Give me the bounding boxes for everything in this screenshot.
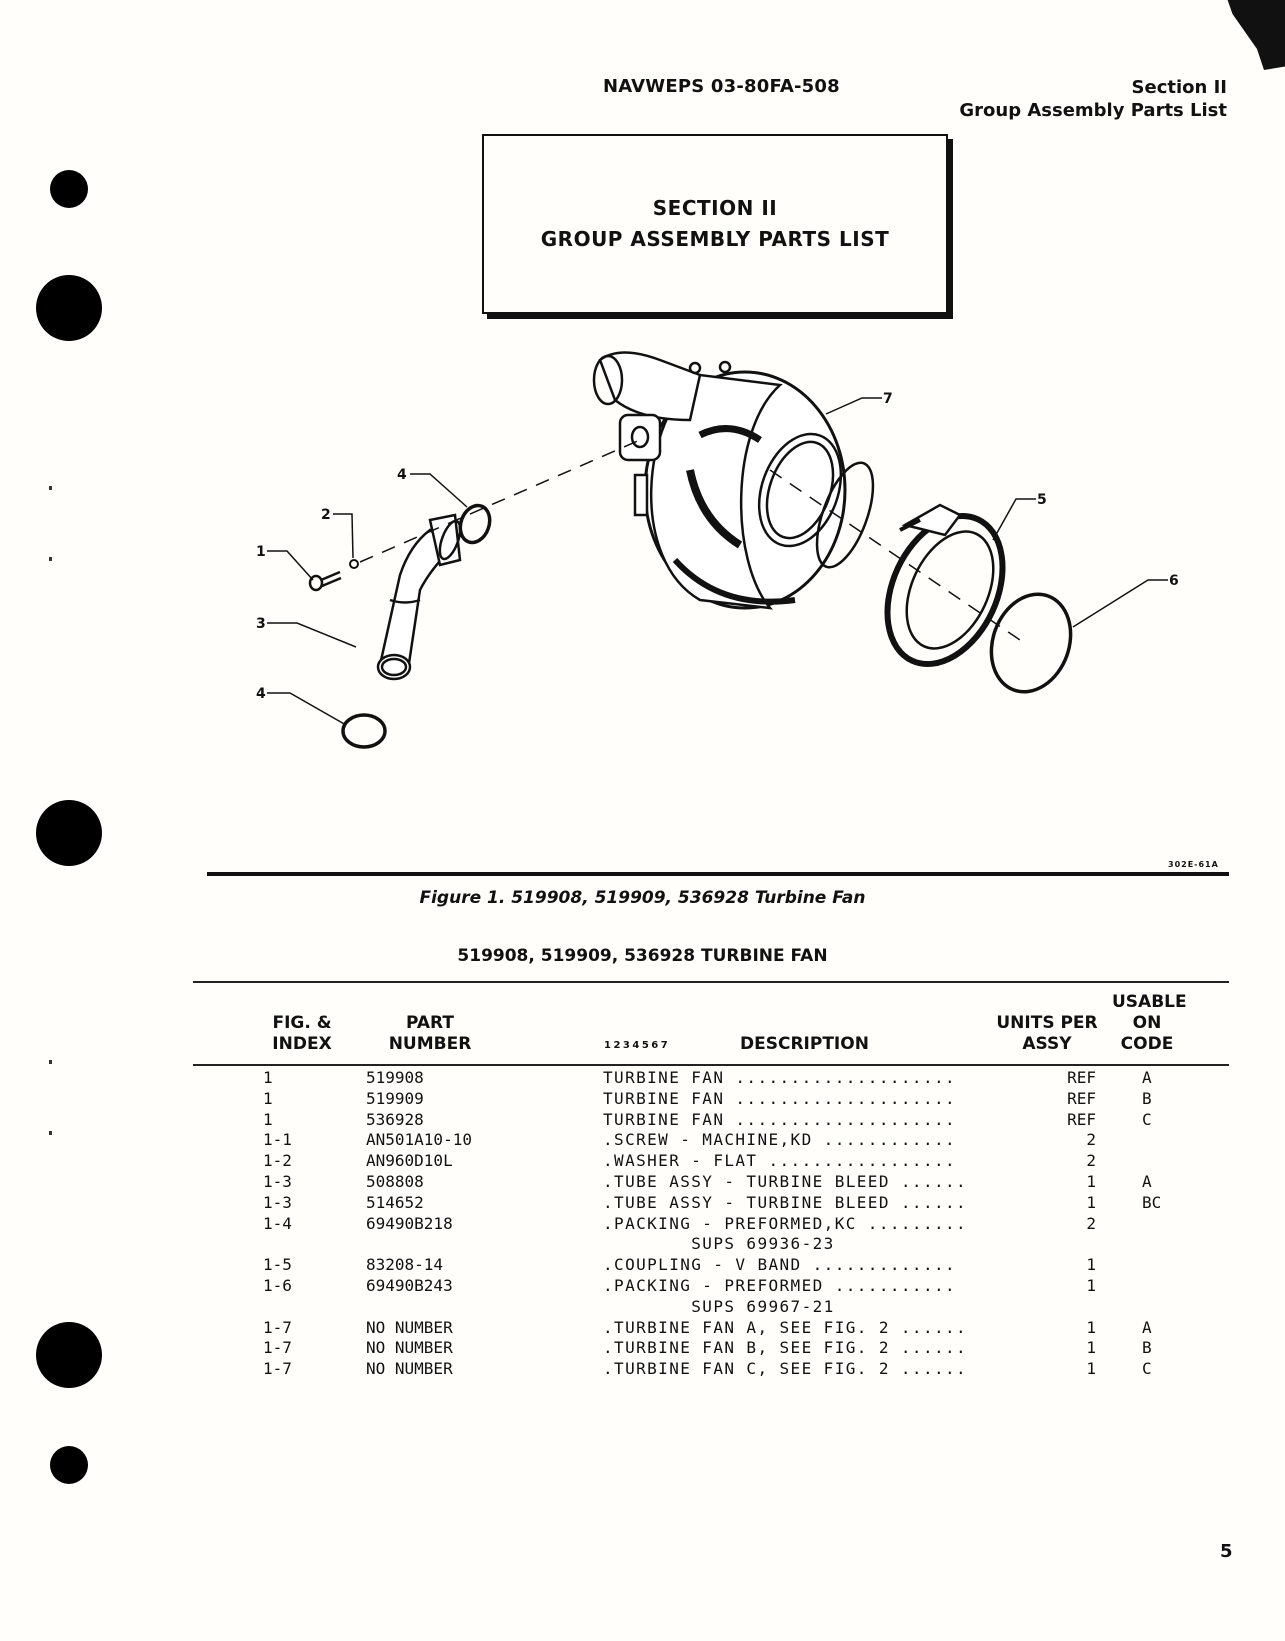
callout-7: 7 — [883, 391, 893, 407]
table-row: 1-4 69490B218 .PACKING - PREFORMED,KC ......... 2 — [263, 1213, 1096, 1233]
table-row-note: SUPS 69936-23 — [603, 1234, 835, 1254]
figure-rule — [207, 872, 1229, 876]
page-corner-fold — [1215, 0, 1285, 70]
document-number: NAVWEPS 03-80FA-508 — [603, 76, 840, 97]
table-row: 1-6 69490B243 .PACKING - PREFORMED ........... 1 — [263, 1275, 1096, 1295]
packing-4-icon — [343, 715, 385, 747]
turbine-fan-housing-icon — [594, 353, 884, 609]
table-row: 1-3 508808 .TUBE ASSY - TURBINE BLEED ...... 1 A — [263, 1171, 1152, 1191]
title-line-2: GROUP ASSEMBLY PARTS LIST — [540, 227, 890, 251]
callout-4-upper: 4 — [397, 467, 407, 483]
figure-code: 302E-61A — [1168, 860, 1219, 869]
running-header — [959, 76, 1227, 122]
screw-icon — [310, 572, 341, 590]
callout-6: 6 — [1169, 573, 1179, 589]
section-label: Section II — [1131, 77, 1227, 98]
table-row-note: SUPS 69967-21 — [603, 1296, 835, 1316]
figure-caption: Figure 1. 519908, 519909, 536928 Turbine Fan — [419, 888, 866, 908]
table-title: 519908, 519909, 536928 TURBINE FAN — [457, 946, 828, 966]
table-row: 1-3 514652 .TUBE ASSY - TURBINE BLEED ...... 1 BC — [263, 1192, 1162, 1212]
header-description: DESCRIPTION — [740, 1034, 869, 1054]
table-top-rule — [193, 981, 1229, 983]
header-indent-scale: 1234567 — [604, 1040, 671, 1051]
section-title: Group Assembly Parts List — [959, 100, 1227, 121]
tube-assy-icon — [378, 515, 464, 679]
exploded-view-illustration — [0, 330, 1285, 770]
callout-5: 5 — [1037, 492, 1047, 508]
header-part-number: PART NUMBER — [388, 1013, 472, 1054]
page-number: 5 — [1220, 1541, 1233, 1562]
binder-hole — [50, 170, 88, 208]
callout-4-lower: 4 — [256, 686, 266, 702]
binder-hole — [50, 1446, 88, 1484]
callout-1: 1 — [256, 544, 266, 560]
header-units-per-assy: UNITS PER ASSY — [996, 1013, 1098, 1054]
table-row: 1-7 NO NUMBER .TURBINE FAN C, SEE FIG. 2 ...... 1 C — [263, 1359, 1152, 1379]
table-row: 1 519909 TURBINE FAN .................... REF B — [263, 1088, 1152, 1108]
binder-hole — [36, 800, 102, 866]
table-row: 1 536928 TURBINE FAN .................... REF C — [263, 1109, 1152, 1129]
table-header-rule — [193, 1064, 1229, 1066]
table-row: 1-7 NO NUMBER .TURBINE FAN A, SEE FIG. 2 ...... 1 A — [263, 1317, 1152, 1337]
washer-icon — [350, 560, 358, 568]
packing-4-icon — [455, 501, 494, 546]
title-line-1: SECTION II — [652, 196, 778, 220]
table-row: 1-5 83208-14 .COUPLING - V BAND ............. 1 — [263, 1255, 1096, 1275]
table-row: 1-7 NO NUMBER .TURBINE FAN B, SEE FIG. 2 ...... 1 B — [263, 1338, 1152, 1358]
header-usable-on-code: USABLE ON CODE — [1112, 992, 1187, 1054]
table-row: 1 519908 TURBINE FAN .................... REF A — [263, 1068, 1152, 1087]
parts-table-body — [0, 1068, 1285, 1380]
section-title-box — [482, 134, 948, 314]
table-row: 1-1 AN501A10-10 .SCREW - MACHINE,KD ............ 2 — [263, 1130, 1096, 1150]
table-row: 1-2 AN960D10L .WASHER - FLAT ................. 2 — [263, 1151, 1096, 1171]
header-fig-index: FIG. & INDEX — [272, 1013, 332, 1054]
callout-2: 2 — [321, 507, 331, 523]
margin-mark — [49, 1060, 52, 1064]
callout-3: 3 — [256, 616, 266, 632]
